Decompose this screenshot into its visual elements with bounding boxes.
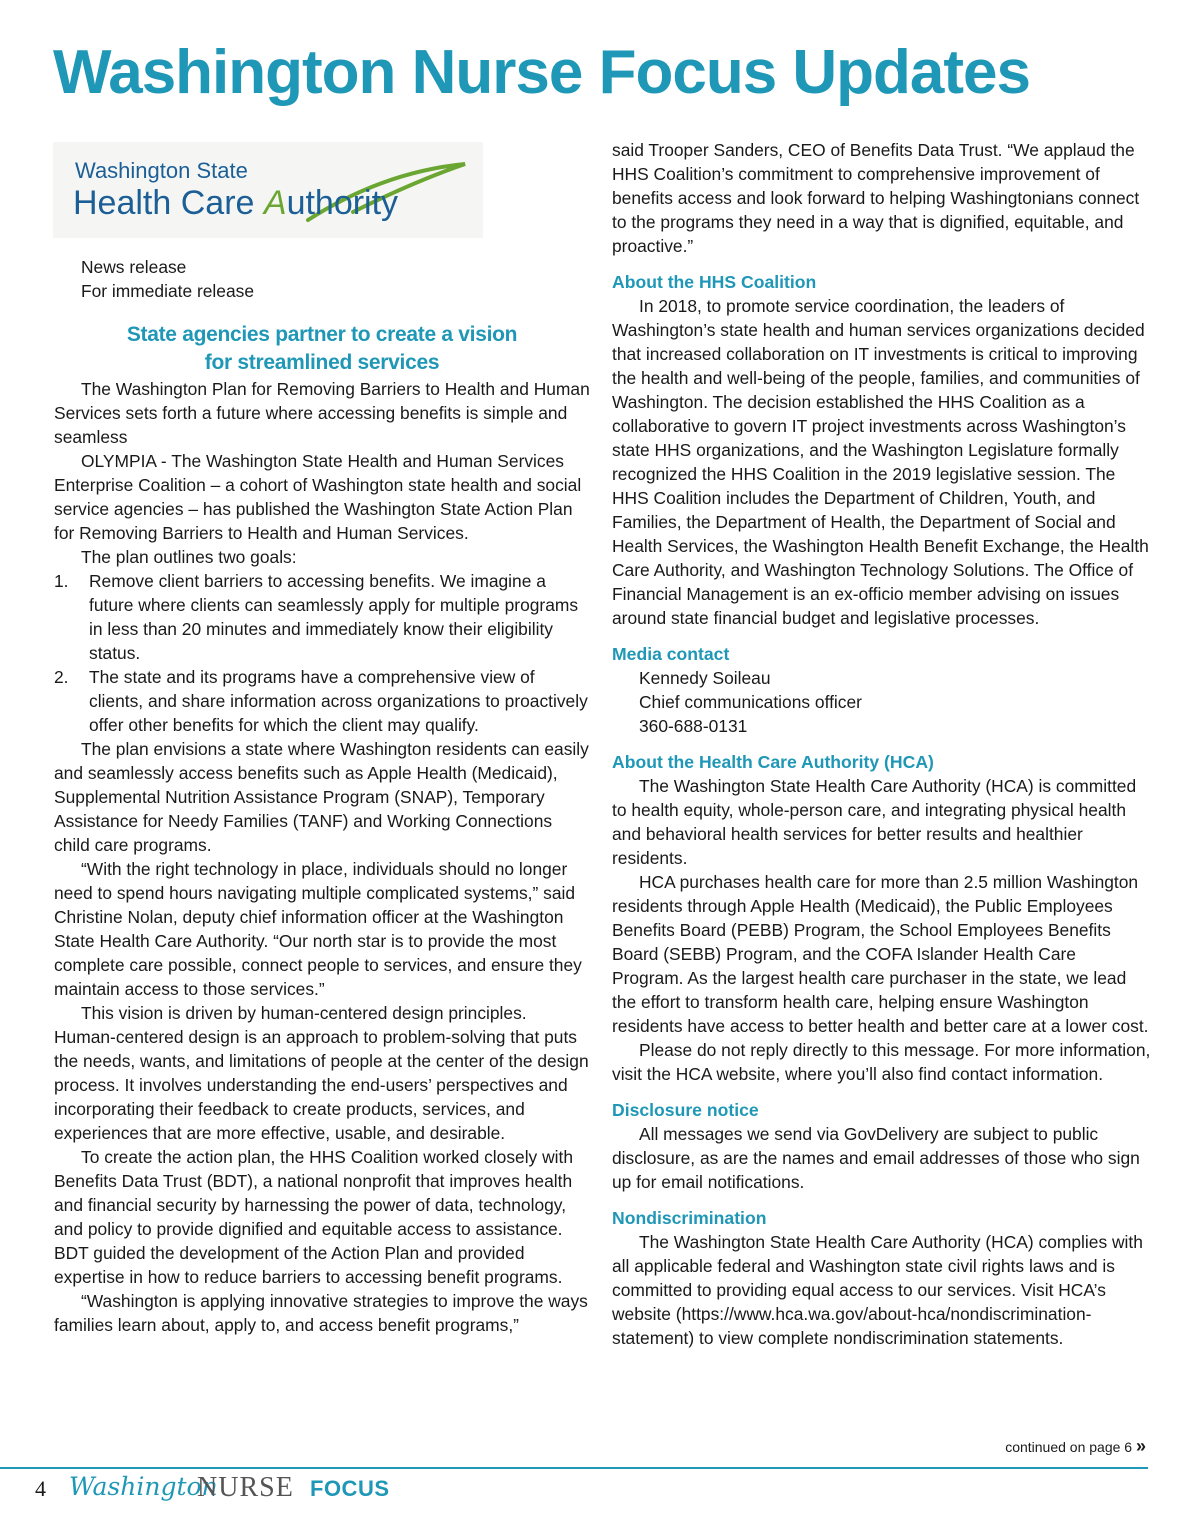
logo-line2: Health Care Authority [73,184,399,222]
body-paragraph: The Washington State Health Care Authority (HCA) complies with all applicable federal and Washington state civil rights laws and is committed to providing equal access to our services. Visit HCA’s website (https://www.hca.wa.gov/about-hca/nondiscrimination-statement) to view complete nondiscrimination statements. [612,1232,1143,1348]
continued-link[interactable]: continued on page 6 » [1005,1436,1146,1456]
body-paragraph: OLYMPIA - The Washington State Health and Human Services Enterprise Coalition – a cohort of Washington state health and social service agencies – has published the Washington State Action Plan for Removing Barriers to Health and Human Services. [54,451,582,543]
masthead-focus: FOCUS [310,1476,390,1501]
logo-line1: Washington State [75,158,248,183]
body-paragraph: To create the action plan, the HHS Coalition worked closely with Benefits Data Trust (BDT), a national nonprofit that improves health and financial security by harnessing the power of data, technology, and policy to provide dignified and equitable access to assistance. BDT guided the development of the Action Plan and provided expertise in how to reduce barriers to accessing benefit programs. [54,1147,574,1287]
body-paragraph: The plan envisions a state where Washington residents can easily and seamlessly access benefits such as Apple Health (Medicaid), Supplemental Nutrition Assistance Program (SNAP), Temporary Assistance for Needy Families (TANF) and Working Connections child care programs. [54,739,589,855]
left-column [54,255,590,1337]
body-paragraph: The plan outlines two goals: [81,547,297,567]
body-paragraph: “Washington is applying innovative strategies to improve the ways families learn about, apply to, and access benefit programs,” [54,1291,588,1335]
masthead-script: Washington [69,1472,218,1501]
body-paragraph: “With the right technology in place, individuals should no longer need to spend hours navigating multiple complicated systems,” said Christine Nolan, deputy chief information officer at the Washington State Health Care Authority. “Our north star is to provide the most complete care possible, connect people to services, and ensure they maintain access to those services.” [54,859,582,999]
list-item: 2. The state and its programs have a comprehensive view of clients, and share information across organizations to proactively offer other benefits for which the client may qualify. [54,667,588,735]
body-paragraph: In 2018, to promote service coordination, the leaders of Washington’s state health and human services organizations decided that increased collaboration on IT investments is critical to improving the health and well-being of the people, families, and communities of Washington. The decision established the HHS Coalition as a collaborative to govern IT project investments across Washington’s state HHS organizations, and the Washington Legislature formally recognized the HHS Coalition in the 2019 legislative session. The HHS Coalition includes the Department of Children, Youth, and Families, the Department of Health, the Department of Social and Health Services, the Washington Health Benefit Exchange, the Health Care Authority, and Washington Technology Solutions. The Office of Financial Management is an ex-officio member advising on issues around state financial budget and legislative processes. [612,296,1149,628]
body-paragraph: The Washington State Health Care Authority (HCA) is committed to health equity, whole-person care, and integrating physical health and behavioral health services for better results and healthier residents. [612,776,1137,868]
body-paragraph: This vision is driven by human-centered design principles. Human-centered design is an approach to problem-solving that puts the needs, wants, and limitations of people at the center of the design process. It involves understanding the end-users’ perspectives and incorporating their feedback to create products, services, and experiences that are more effective, usable, and desirable. [54,1003,589,1143]
contact-phone: 360-688-0131 [639,716,748,736]
section-heading-media: Media contact [612,644,730,664]
list-item: 1. Remove client barriers to accessing benefits. We imagine a future where clients can seamlessly apply for multiple programs in less than 20 minutes and immediately know their eligibility status. [54,571,579,663]
section-heading-hca: About the Health Care Authority (HCA) [612,752,934,772]
masthead-nurse: NURSE [197,1472,294,1503]
section-heading-disclosure: Disclosure notice [612,1100,759,1120]
body-paragraph: The Washington Plan for Removing Barriers to Health and Human Services sets forth a future where accessing benefits is simple and seamless [54,379,590,447]
hca-logo [53,142,483,238]
goals-list [54,569,590,737]
body-paragraph: Please do not reply directly to this message. For more information, visit the HCA website, where you’ll also find contact information. [612,1040,1151,1084]
section-heading-hhs: About the HHS Coalition [612,272,817,292]
right-column [612,138,1152,1350]
section-heading-nondiscrimination: Nondiscrimination [612,1208,767,1228]
body-paragraph: All messages we send via GovDelivery are subject to public disclosure, as are the names and email addresses of those who sign up for email notifications. [612,1124,1140,1192]
article-headline: State agencies partner to create a vision for streamlined services [126,323,518,374]
double-chevron-right-icon: » [1135,1436,1146,1456]
release-timing: For immediate release [81,281,255,301]
contact-title: Chief communications officer [639,692,862,712]
release-type: News release [81,257,187,277]
page-number: 4 [35,1476,46,1501]
body-paragraph: HCA purchases health care for more than 2.5 million Washington residents through Apple Health (Medicaid), the Public Employees Benefits Board (PEBB) Program, the School Employees Benefits Board (SEBB) Program, and the COFA Islander Health Care Program. As the largest health care purchaser in the state, we lead the effort to transform health care, helping ensure Washington residents have access to better health and better care at a lower cost. [612,872,1149,1036]
body-paragraph: said Trooper Sanders, CEO of Benefits Data Trust. “We applaud the HHS Coalition’s commitment to comprehensive improvement of benefits access and look forward to helping Washingtonians connect to the programs they need in a way that is dignified, equitable, and proactive.” [612,140,1140,256]
contact-name: Kennedy Soileau [639,668,771,688]
footer-divider [0,1467,1148,1469]
page-title: Washington Nurse Focus Updates [53,38,1031,107]
